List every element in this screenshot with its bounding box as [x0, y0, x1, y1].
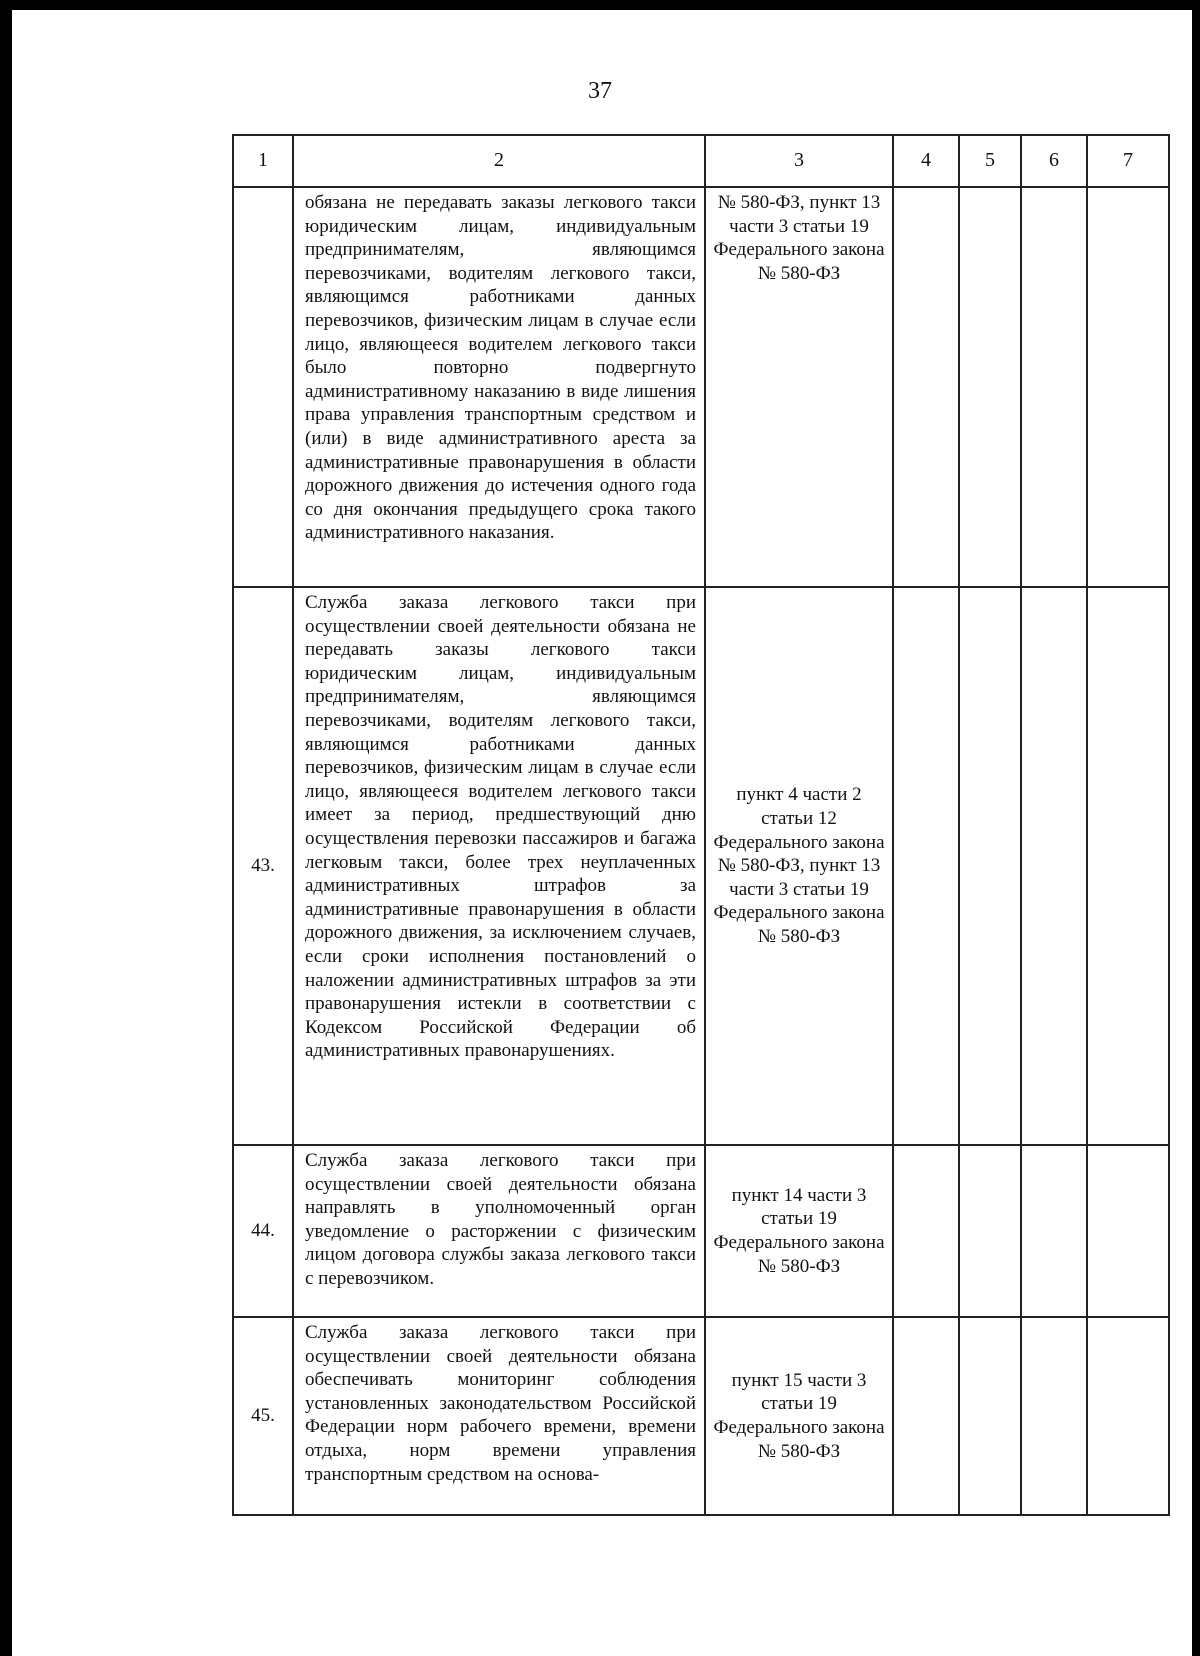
header-cell-5: 5: [959, 135, 1021, 187]
empty-cell: [1021, 1317, 1087, 1515]
empty-cell: [893, 587, 959, 1145]
empty-cell: [1087, 587, 1169, 1145]
reference-cell: [705, 187, 893, 587]
row-number: 43.: [233, 587, 293, 1145]
scan-border-left: [0, 0, 12, 1656]
requirement-cell: [293, 587, 705, 1145]
empty-cell: [959, 187, 1021, 587]
reference-text: пункт 14 части 3 статьи 19 Федерального закона № 580-ФЗ: [713, 1184, 885, 1277]
empty-cell: [1087, 1317, 1169, 1515]
empty-cell: [893, 187, 959, 587]
empty-cell: [1087, 187, 1169, 587]
row-number: [233, 187, 293, 587]
reference-text: пункт 4 части 2 статьи 12 Федерального закона № 580-ФЗ, пункт 13 части 3 статьи 19 Федерального закона № 580-ФЗ: [713, 784, 885, 947]
row-number: 44.: [233, 1145, 293, 1317]
reference-cell: [705, 1317, 893, 1515]
reference-text: № 580-ФЗ, пункт 13 части 3 статьи 19 Федерального закона № 580-ФЗ: [713, 192, 885, 284]
empty-cell: [959, 1317, 1021, 1515]
reference-cell: [705, 587, 893, 1145]
empty-cell: [1087, 1145, 1169, 1317]
requirement-cell: [293, 1317, 705, 1515]
scan-border-right: [1192, 0, 1200, 1656]
reference-text: пункт 15 части 3 статьи 19 Федерального закона № 580-ФЗ: [713, 1369, 885, 1462]
empty-cell: [959, 1145, 1021, 1317]
requirement-cell: [293, 1145, 705, 1317]
header-cell-4: 4: [893, 135, 959, 187]
requirement-text: Служба заказа легкового такси при осуществлении своей деятельности обязана не передавать заказы легкового такси юридическим лицам, индивидуальным предпринимателям, являющимся перевозчиками, водителям легкового такси, являющимся работниками данных перевозчиков, физическим лицам в случае если лицо, являющееся водителем легкового такси имеет за период, предшествующий дню осуществления перевозки пассажиров и багажа легковым такси, более трех неуплаченных административных штрафов за административные правонарушения в области дорожного движения, за исключением случаев, если сроки исполнения постановлений о наложении административных штрафов за эти правонарушения истекли в соответствии с Кодексом Российской Федерации об административных правонарушениях.: [305, 592, 696, 1062]
table-row: [233, 587, 1169, 1145]
empty-cell: [893, 1145, 959, 1317]
requirements-table: [232, 134, 1170, 1516]
page-number: 37: [588, 78, 612, 104]
header-cell-6: 6: [1021, 135, 1087, 187]
requirement-text: Служба заказа легкового такси при осуществлении своей деятельности обязана направлять в уполномоченный орган уведомление о расторжении с физическим лицом договора службы заказа легкового такси с перевозчиком.: [305, 1150, 696, 1289]
empty-cell: [1021, 587, 1087, 1145]
header-cell-1: 1: [233, 135, 293, 187]
empty-cell: [1021, 1145, 1087, 1317]
header-cell-2: 2: [293, 135, 705, 187]
table-row: [233, 1145, 1169, 1317]
empty-cell: [959, 587, 1021, 1145]
row-number: 45.: [233, 1317, 293, 1515]
requirement-text: Служба заказа легкового такси при осуществлении своей деятельности обязана обеспечивать мониторинг соблюдения установленных законодательством Российской Федерации норм рабочего времени, времени отдыха, норм времени управления транспортным средством на основа-: [305, 1322, 696, 1485]
reference-cell: [705, 1145, 893, 1317]
header-row: [233, 135, 1169, 187]
header-cell-7: 7: [1087, 135, 1169, 187]
table-row: [233, 187, 1169, 587]
table-row: [233, 1317, 1169, 1515]
header-cell-3: 3: [705, 135, 893, 187]
requirement-text: обязана не передавать заказы легкового такси юридическим лицам, индивидуальным предпринимателям, являющимся перевозчиками, водителям легкового такси, являющимся работниками данных перевозчиков, физическим лицам в случае если лицо, являющееся водителем легкового такси было повторно подвергнуто административному наказанию в виде лишения права управления транспортным средством и (или) в виде административного ареста за административные правонарушения в области дорожного движения до истечения одного года со дня окончания предыдущего срока такого административного наказания.: [305, 192, 696, 544]
empty-cell: [893, 1317, 959, 1515]
scan-border-top: [0, 0, 1200, 10]
empty-cell: [1021, 187, 1087, 587]
requirement-cell: [293, 187, 705, 587]
